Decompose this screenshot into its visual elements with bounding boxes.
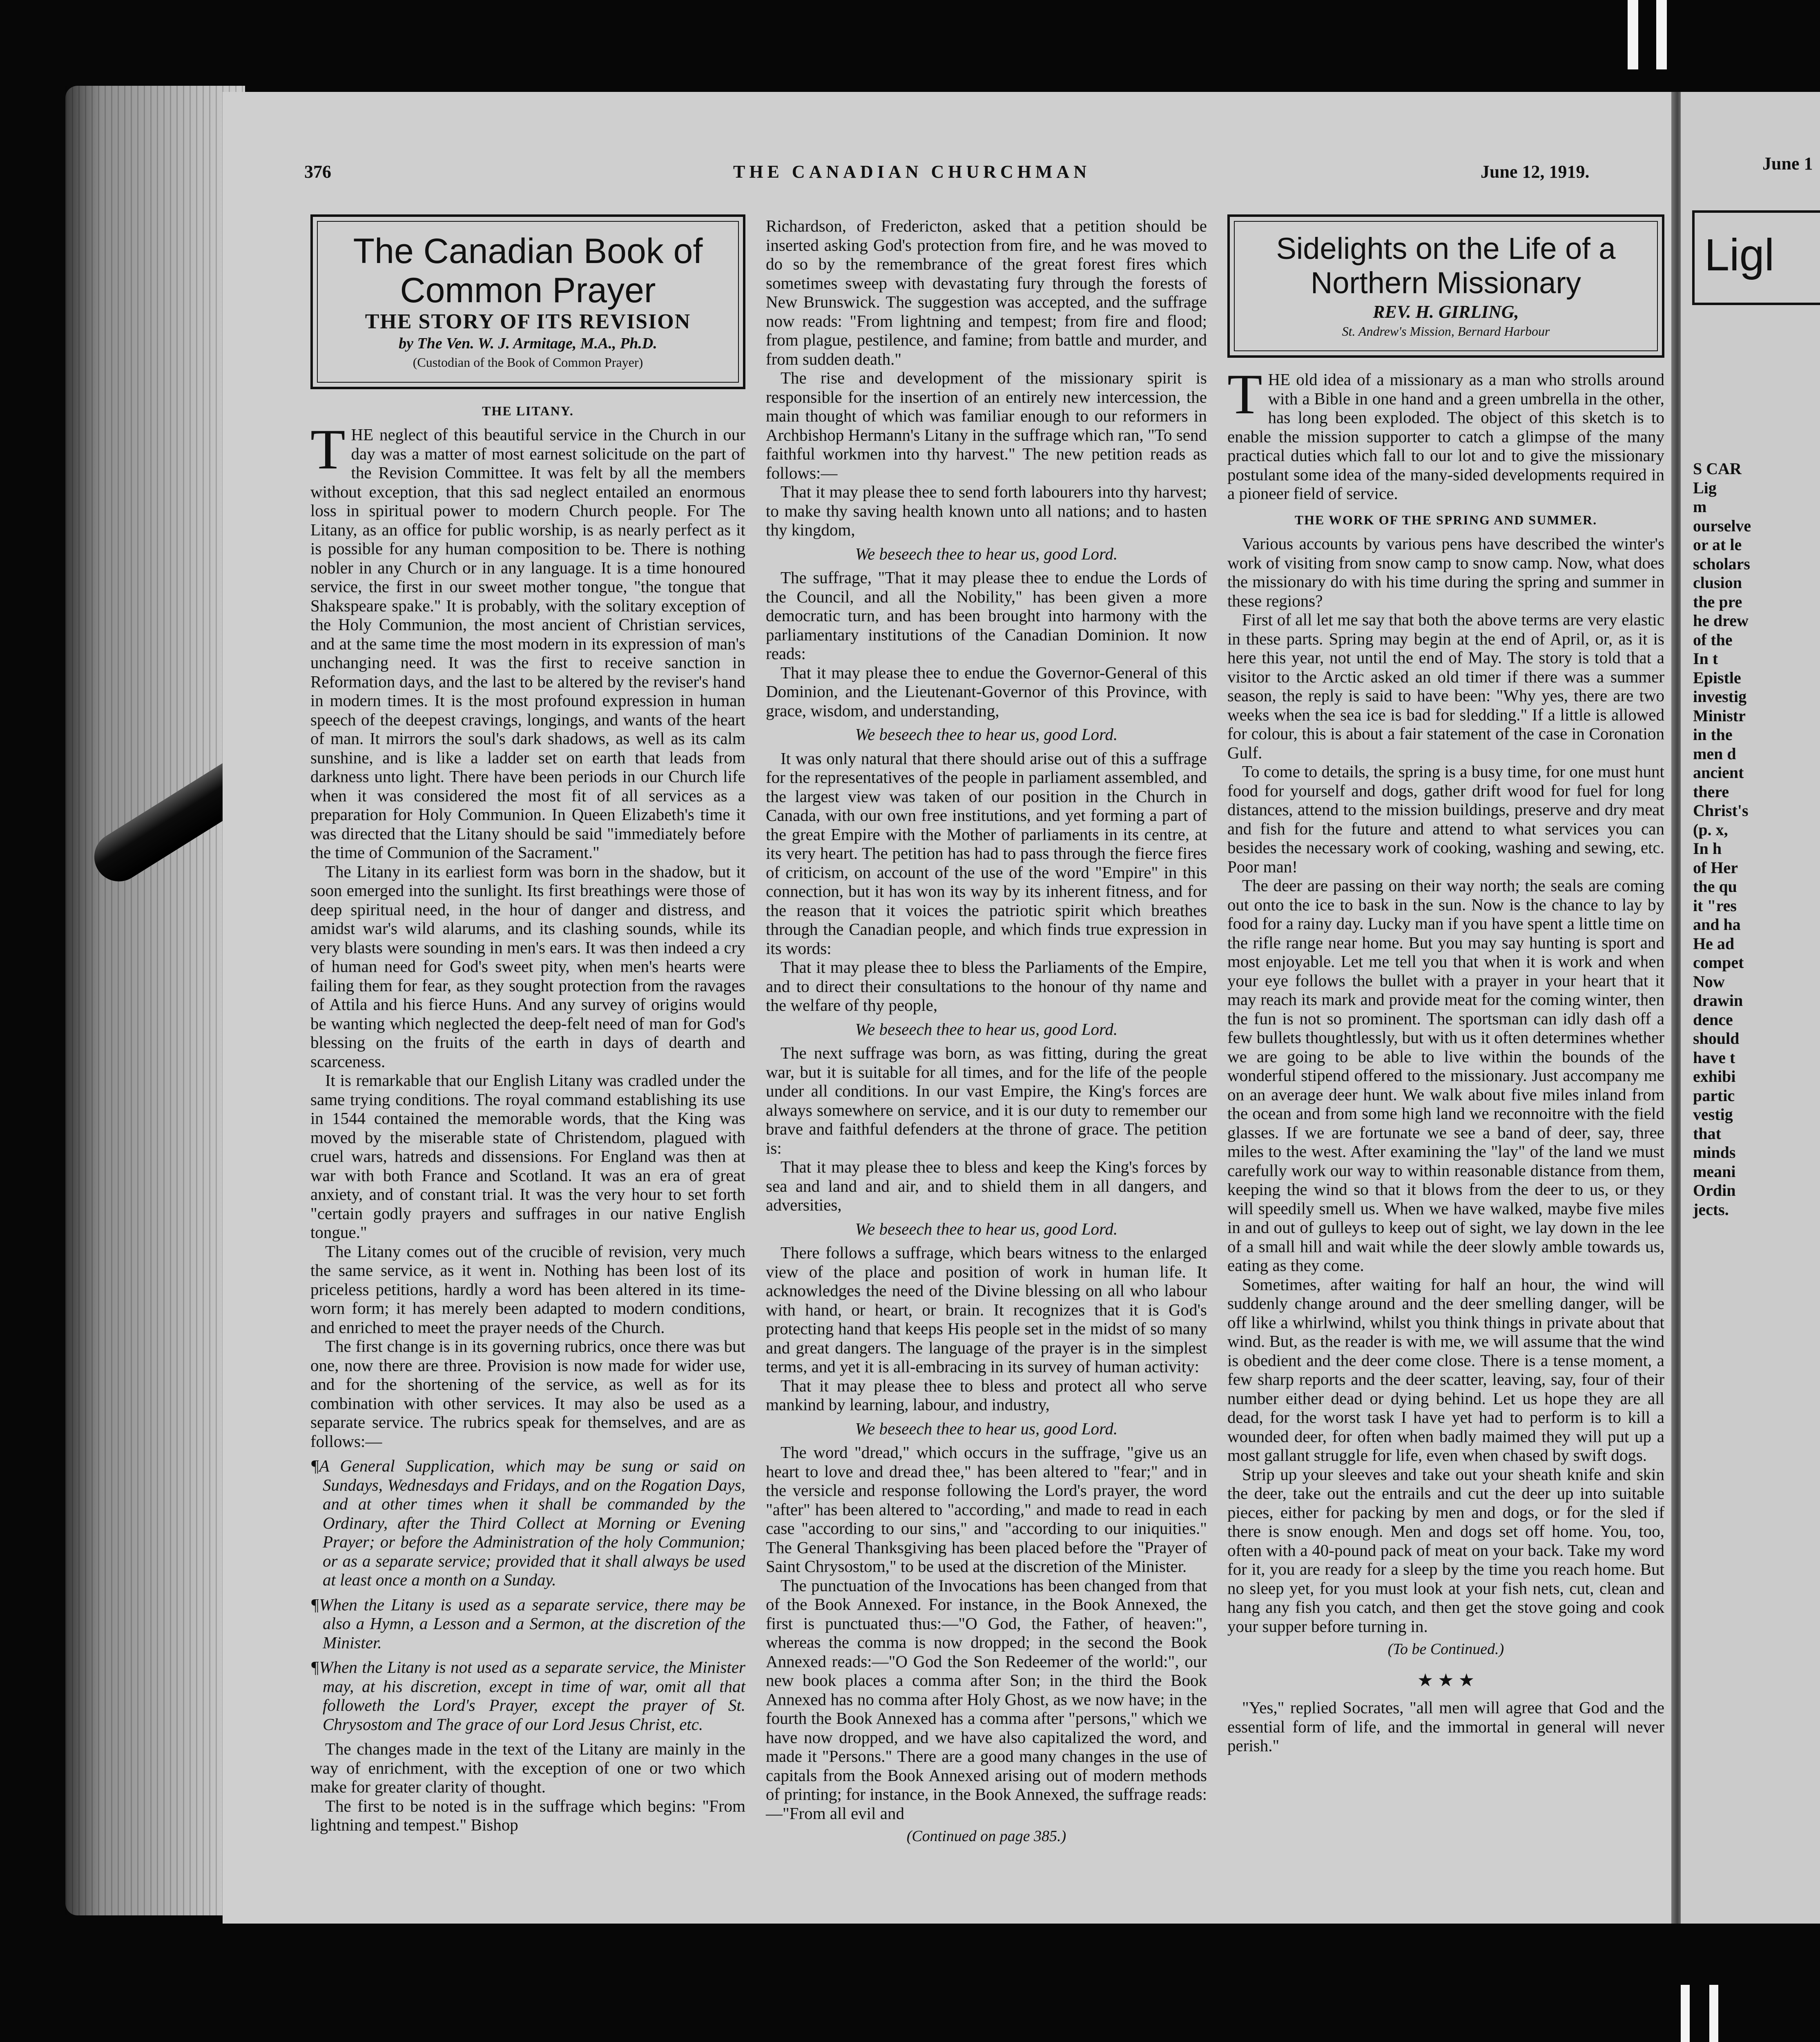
- next-page-line: of the: [1693, 630, 1733, 649]
- paragraph: THE old idea of a missionary as a man who strolls around with a Bible in one hand and a green umbrella in the other, has long been exploded. The object of this sketch is to enable the mission supporter to catch a glimpse of the many practical duties which fall to our lot and to give the missionary postulant some idea of the many-sided developments required in a pioneer field of service.: [1227, 363, 1664, 503]
- next-page-line: ancient: [1693, 763, 1744, 782]
- paragraph: The Litany in its earliest form was born in the shadow, but it soon emerged into the sunlight. Its first breathings were those of deep spiritual need, in the hour of danger and distress, and amidst war's wild alarums, and its clashing sounds, while its very blasts were sounding in men's ears. It was then indeed a cry of human need for God's sweet pity, when men's hearts were failing them for fear, as they sought protection from the ravages of Attila and his fierce Huns. And any survey of origins would be wanting which neglected the deep-felt need of man for God's blessing on the fruits of the earth in days of dearth and scarceness.: [310, 862, 745, 1071]
- next-page-line: S CAR: [1693, 459, 1742, 478]
- quote: "Yes," replied Socrates, "all men will agree that God and the essential form of life, and the immortal in general will never perish.": [1227, 1698, 1664, 1755]
- paragraph: Various accounts by various pens have described the winter's work of visiting from snow camp to snow camp. Now, what does the missionary do with his time during the spring and summer in these regions?: [1227, 534, 1664, 610]
- next-page-line: drawin: [1693, 991, 1743, 1010]
- paragraph: The rise and development of the missionary spirit is responsible for the insertion of an entirely new intercession, the main thought of which was familiar enough to our reformers in Archbishop Hermann's Litany in the suffrage which ran, "To send faithful workmen into thy harvest." The new petition reads as follows:—: [766, 368, 1207, 482]
- paragraph: The punctuation of the Invocations has been changed from that of the Book Annexed. For instance, in the Book Annexed, the first is punctuated thus:—"O God, the Father, of heaven:", whereas the comma is now dropped; in the second the Book Annexed reads:—"O God the Son Redeemer of the world:", our new book places a comma after Son; in the third the Book Annexed has no comma after Holy Ghost, as we now have; in the fourth the Book Annexed has a comma after "persons," which we have now dropped, and we have also capitalized the word, and made it "Persons." There are a good many changes in the use of capitals from the Book Annexed arising out of modern methods of printing; for instance, in the Book Annexed, the suffrage reads:—"From all evil and: [766, 1576, 1207, 1823]
- page-header: [223, 161, 1675, 194]
- separator-stars: ★ ★ ★: [1417, 1670, 1475, 1690]
- next-page-line: of Her: [1693, 858, 1738, 877]
- next-page-line: clusion: [1693, 573, 1742, 592]
- next-page-line: investig: [1693, 687, 1747, 706]
- next-page-line: (p. x,: [1693, 820, 1728, 839]
- next-page-line: Now: [1693, 972, 1725, 991]
- issue-date: June 12, 1919.: [1481, 162, 1590, 182]
- response: We beseech thee to hear us, good Lord.: [855, 725, 1118, 744]
- paragraph: The deer are passing on their way north; the seals are coming out onto the ice to bask in the sun. Now is the chance to lay by food for a rainy day. Lucky man if you have spent a little time on the rifle range near home. But you may say hunting is sport and most enjoyable. Let me tell you that when it is work and when your eye follows the bullet with a prayer in your heart that it may reach its mark and provide meat for the coming winter, then the fun is not so prominent. The sportsman can idly dash off a few bullets thoughtlessly, but with us it often determines whether we are going to be able to live within the bounds of the wonderful stipend offered to the missionary. Just accompany me on an average deer hunt. We walk about five miles inland from the ocean and from some high land we reconnoitre with the field glasses. If we are fortunate we see a band of deer, say, three miles to the west. After examining the "lay" of the land we must carefully work our way to within reasonable distance from them, keeping the wind so that it blows from the deer to us, or they will speedily smell us. When we have walked, maybe five miles in and out of gulleys to keep out of sight, we lay down in the lee of a small hill and wait while the deer slowly amble towards us, eating as they come.: [1227, 876, 1664, 1275]
- paragraph: The suffrage, "That it may please thee to endue the Lords of the Council, and all the Nobility," has been given a more democratic turn, and has been brought into harmony with the parliamentary institutions of the Canadian Dominion. It now reads:: [766, 568, 1207, 663]
- paragraph: The first change is in its governing rubrics, once there was but one, now there are three. Provision is now made for wider use, and for the shortening of the service, as well as for its combination with other services. It may also be used as a separate service. The rubrics speak for themselves, and are as follows:—: [310, 1337, 745, 1451]
- paragraph: First of all let me say that both the above terms are very elastic in these parts. Spring may begin at the end of April, or, as it is here this year, not until the end of May. The story is told that a visitor to the Arctic asked an old timer if there was a summer season, the reply is said to have been: "Why yes, there are two weeks when the sea ice is bad for sledding." If a little is allowed for colour, this is about a fair statement of the case in Coronation Gulf.: [1227, 610, 1664, 762]
- masthead: THE CANADIAN CHURCHMAN: [733, 162, 1091, 182]
- petition: That it may please thee to bless and protect all who serve mankind by learning, labour, and industry,: [766, 1376, 1207, 1414]
- next-page-line: it "res: [1693, 896, 1737, 915]
- paragraph: It is remarkable that our English Litany was cradled under the same trying conditions. The royal command establishing its use in 1544 contained the memorable words, that the King was moved by the miserable state of Christendom, plagued with cruel wars, hatreds and dissensions. For England was then at war with both France and Scotland. It was an era of great anxiety, and of constant trial. It was the very hour to set forth "certain godly prayers and suffrages in our native English tongue.": [310, 1071, 745, 1242]
- next-page-line: vestig: [1693, 1105, 1733, 1124]
- paragraph: There follows a suffrage, which bears witness to the enlarged view of the place and position of work in human life. It acknowledges the need of the Divine blessing on all who labour with hand, or heart, or brain. It recognizes that it is God's protecting hand that keeps His people set in the midst of so many and great dangers. The language of the prayer is in the simplest terms, and yet it is all-embracing in its survey of human activity:: [766, 1243, 1207, 1376]
- next-page-line: and ha: [1693, 915, 1741, 934]
- next-page-text: [1693, 459, 1820, 1219]
- response: We beseech thee to hear us, good Lord.: [855, 544, 1118, 563]
- article-title: The Canadian Book of Common Prayer: [353, 232, 703, 310]
- next-page-line: compet: [1693, 953, 1744, 972]
- next-page-line: in the: [1693, 725, 1733, 744]
- petition: That it may please thee to bless and keep the King's forces by sea and land and air, and to shield them in all dangers, and adversities,: [766, 1157, 1207, 1214]
- article-title: Sidelights on the Life of a Northern Missionary: [1276, 232, 1616, 300]
- scan-margin-mark: [1709, 1985, 1718, 2042]
- next-page-line: In h: [1693, 839, 1722, 858]
- rubric: ¶A General Supplication, which may be sung or said on Sundays, Wednesdays and Fridays, and on the Rogation Days, and at other times when it shall be commanded by the Ordinary, after the Third Collect at Morning or Evening Prayer; or before the Administration of the holy Communion; or as a separate service; provided that it shall always be used at least once a month on a Sunday.: [310, 1456, 745, 1589]
- next-page-line: dence: [1693, 1010, 1733, 1029]
- to-be-continued: (To be Continued.): [1387, 1641, 1504, 1658]
- petition: That it may please thee to endue the Governor-General of this Dominion, and the Lieutenant-Governor of this Province, with grace, wisdom, and understanding,: [766, 663, 1207, 720]
- scan-margin-mark: [1656, 0, 1667, 69]
- response: We beseech thee to hear us, good Lord.: [855, 1219, 1118, 1238]
- next-page-line: the qu: [1693, 877, 1737, 896]
- next-page-line: scholars: [1693, 554, 1750, 573]
- section-heading: THE WORK OF THE SPRING AND SUMMER.: [1294, 512, 1597, 527]
- continued-note: (Continued on page 385.): [906, 1828, 1066, 1845]
- article-author: REV. H. GIRLING,: [1373, 302, 1519, 322]
- next-page-line: ourselve: [1693, 516, 1751, 535]
- article-byline: by The Ven. W. J. Armitage, M.A., Ph.D.: [399, 334, 657, 352]
- next-page-line: jects.: [1693, 1200, 1729, 1219]
- response: We beseech thee to hear us, good Lord.: [855, 1019, 1118, 1039]
- next-page-line: Ordin: [1693, 1181, 1736, 1199]
- next-page-line: men d: [1693, 744, 1736, 763]
- drop-cap: T: [310, 418, 346, 481]
- next-page-line: Christ's: [1693, 801, 1749, 820]
- paragraph: The first to be noted is in the suffrage which begins: "From lightning and tempest." Bishop: [310, 1796, 745, 1834]
- newspaper-page: [223, 92, 1675, 1924]
- scan-margin-mark: [1681, 1985, 1690, 2042]
- paragraph: The next suffrage was born, as was fitting, during the great war, but it is suitable for all times, and for the life of the people under all conditions. In our vast Empire, the King's forces are always somewhere on service, and it is our duty to remember our brave and faithful defenders at the throne of grace. The petition is:: [766, 1043, 1207, 1157]
- paragraph: The word "dread," which occurs in the suffrage, "give us an heart to love and dread thee," has been altered to "fear;" and in the versicle and response following the Lord's prayer, the word "after" has been altered to "according," and made to read in each case "according to our sins," and "according to our iniquities." The General Thanksgiving has been placed before the "Prayer of Saint Chrysostom," to be used at the discretion of the Minister.: [766, 1443, 1207, 1576]
- paragraph: Sometimes, after waiting for half an hour, the wind will suddenly change around and the deer smelling danger, will be off like a whirlwind, whilst you think things in private about that wind. But, as the reader is with me, we will assume that the wind is obedient and the deer come close. There is a tense moment, a few sharp reports and the deer scatter, leaving, say, four of their number either dead or dying behind. Let us hope they are all dead, for the worst task I have yet had to perform is to kill a wounded deer, for often when badly maimed they will put up a most gallant struggle for life, even when chased by swift dogs.: [1227, 1275, 1664, 1465]
- paragraph: Richardson, of Fredericton, asked that a petition should be inserted asking God's protection from fire, and he was moved to do so by the remembrance of the great forest fires which sometimes sweep with devastating fury through the forests of New Brunswick. The suggestion was accepted, and the suffrage now reads: "From lightning and tempest; from fire and flood; from plague, pestilence, and famine; from battle and murder, and from sudden death.": [766, 216, 1207, 368]
- next-page-line: the pre: [1693, 592, 1742, 611]
- book-page-edges: [65, 86, 245, 1915]
- paragraph: THE neglect of this beautiful service in the Church in our day was a matter of most earnest solicitude on the part of the Revision Committee. It was felt by all the members without exception, that this sad neglect entailed an enormous loss in spiritual power to modern Church people. For The Litany, as an office for public worship, is as nearly perfect as it is possible for any human composition to be. There is nothing nobler in any Church or in any language. It is a time honoured service, the first in our sweet mother tongue, "the tongue that Shakspeare spake." It is probably, with the solitary exception of the Holy Communion, the most ancient of Christian services, and at the same time the most modern in its expression of man's unchanging need. It was the first to receive sanction in Reformation days, and the last to be altered by the reviser's hand in modern times. It is the most profound expression in human speech of the deepest cravings, longings, and wants of the heart of man. It mirrors the soul's dark shadows, as well as its calm sunshine, and is like a ladder set on earth that leads from darkness unto light. There have been periods in our Church life when it was considered the most fit of all services as a preparation for Holy Communion. In Queen Elizabeth's time it was directed that the Litany should be said "immediately before the time of Communion of the Sacrament.": [310, 418, 745, 862]
- drop-cap: T: [1227, 363, 1262, 426]
- next-page-line: or at le: [1693, 535, 1742, 554]
- response: We beseech thee to hear us, good Lord.: [855, 1419, 1118, 1438]
- article-title-box: [1227, 214, 1664, 358]
- next-page-line: there: [1693, 782, 1729, 801]
- paragraph: It was only natural that there should arise out of this a suffrage for the representatives of the people in parliament assembled, and the largest view was taken of our position in the Church in Canada, with our own free institutions, and yet forming a part of the great Empire with the Mother of parliaments in its centre, at its very heart. The petition has had to pass through the fierce fires of criticism, on account of the use of the word "Empire" in this connection, but it has won its way by its inherent fitness, and for the reason that it voices the patriotic spirit which breathes through the Canadian people, and which finds true expression in its words:: [766, 749, 1207, 958]
- next-page-line: In t: [1693, 649, 1718, 668]
- paragraph: Strip up your sleeves and take out your sheath knife and skin the deer, take out the entrails and cut the deer up into suitable pieces, either for packing by men and dogs, or for the sled if there is snow enough. Men and dogs set off home. You, too, often with a 40-pound pack of meat on your back. Take my word for it, you are ready for a sleep by the time you reach home. But no sleep yet, for you must look at your fish nets, cut, clean and hang any fish you catch, and then get the stove going and cook your supper before turning in.: [1227, 1465, 1664, 1636]
- rubric: ¶When the Litany is used as a separate service, there may be also a Hymn, a Lesson and a Sermon, at the discretion of the Minister.: [310, 1595, 745, 1652]
- next-page-line: that: [1693, 1124, 1721, 1143]
- next-page-header: June 1: [1762, 154, 1813, 174]
- next-page-line: should: [1693, 1029, 1740, 1048]
- paragraph: The Litany comes out of the crucible of revision, very much the same service, as it went in. Nothing has been lost of its priceless petitions, hardly a word has been altered in its time-worn form; it has merely been adapted to modern conditions, and enriched to meet the prayer needs of the Church.: [310, 1242, 745, 1337]
- petition: That it may please thee to bless the Parliaments of the Empire, and to direct their consultations to the honour of thy name and the welfare of thy people,: [766, 958, 1207, 1014]
- next-page-line: Ministr: [1693, 706, 1746, 725]
- byline-note: (Custodian of the Book of Common Prayer): [413, 355, 643, 370]
- petition: That it may please thee to send forth labourers into thy harvest; to make thy saving health known unto all nations; and to hasten thy kingdom,: [766, 482, 1207, 539]
- paragraph: The changes made in the text of the Litany are mainly in the way of enrichment, with the exception of one or two which make for greater clarity of thought.: [310, 1739, 745, 1796]
- next-page-line: he drew: [1693, 611, 1749, 630]
- left-column: [310, 214, 745, 1835]
- next-page-line: Lig: [1693, 478, 1717, 497]
- article-subtitle: THE STORY OF ITS REVISION: [365, 310, 691, 333]
- next-page-line: meani: [1693, 1162, 1736, 1181]
- next-page-line: minds: [1693, 1143, 1736, 1161]
- section-heading: THE LITANY.: [482, 403, 574, 418]
- paragraph: To come to details, the spring is a busy time, for one must hunt food for yourself and dogs, gather drift wood for fuel for long distances, attend to the mission buildings, preserve and dry meat and fish for the future and attend to what services you can besides the necessary work of cooking, washing and sewing, etc. Poor man!: [1227, 762, 1664, 876]
- right-column: [1227, 214, 1664, 1755]
- next-page-title-box: [1692, 210, 1820, 305]
- next-page-line: have t: [1693, 1048, 1735, 1067]
- next-page-line: Epistle: [1693, 668, 1741, 687]
- next-page-title: Ligl: [1704, 230, 1775, 280]
- middle-column: [766, 216, 1207, 1846]
- mission-name: St. Andrew's Mission, Bernard Harbour: [1342, 323, 1550, 339]
- article-title-box: [310, 214, 745, 389]
- next-page-line: partic: [1693, 1086, 1735, 1105]
- next-page-fragment: [1681, 92, 1820, 1924]
- next-page-line: m: [1693, 497, 1707, 516]
- page-number: 376: [304, 162, 331, 182]
- rubric: ¶When the Litany is not used as a separate service, the Minister may, at his discretion, except in time of war, omit all that followeth the Lord's Prayer, except the prayer of St. Chrysostom and The grace of our Lord Jesus Christ, etc.: [310, 1658, 745, 1734]
- scan-margin-mark: [1628, 0, 1638, 69]
- next-page-line: He ad: [1693, 934, 1735, 953]
- next-page-line: exhibi: [1693, 1067, 1736, 1086]
